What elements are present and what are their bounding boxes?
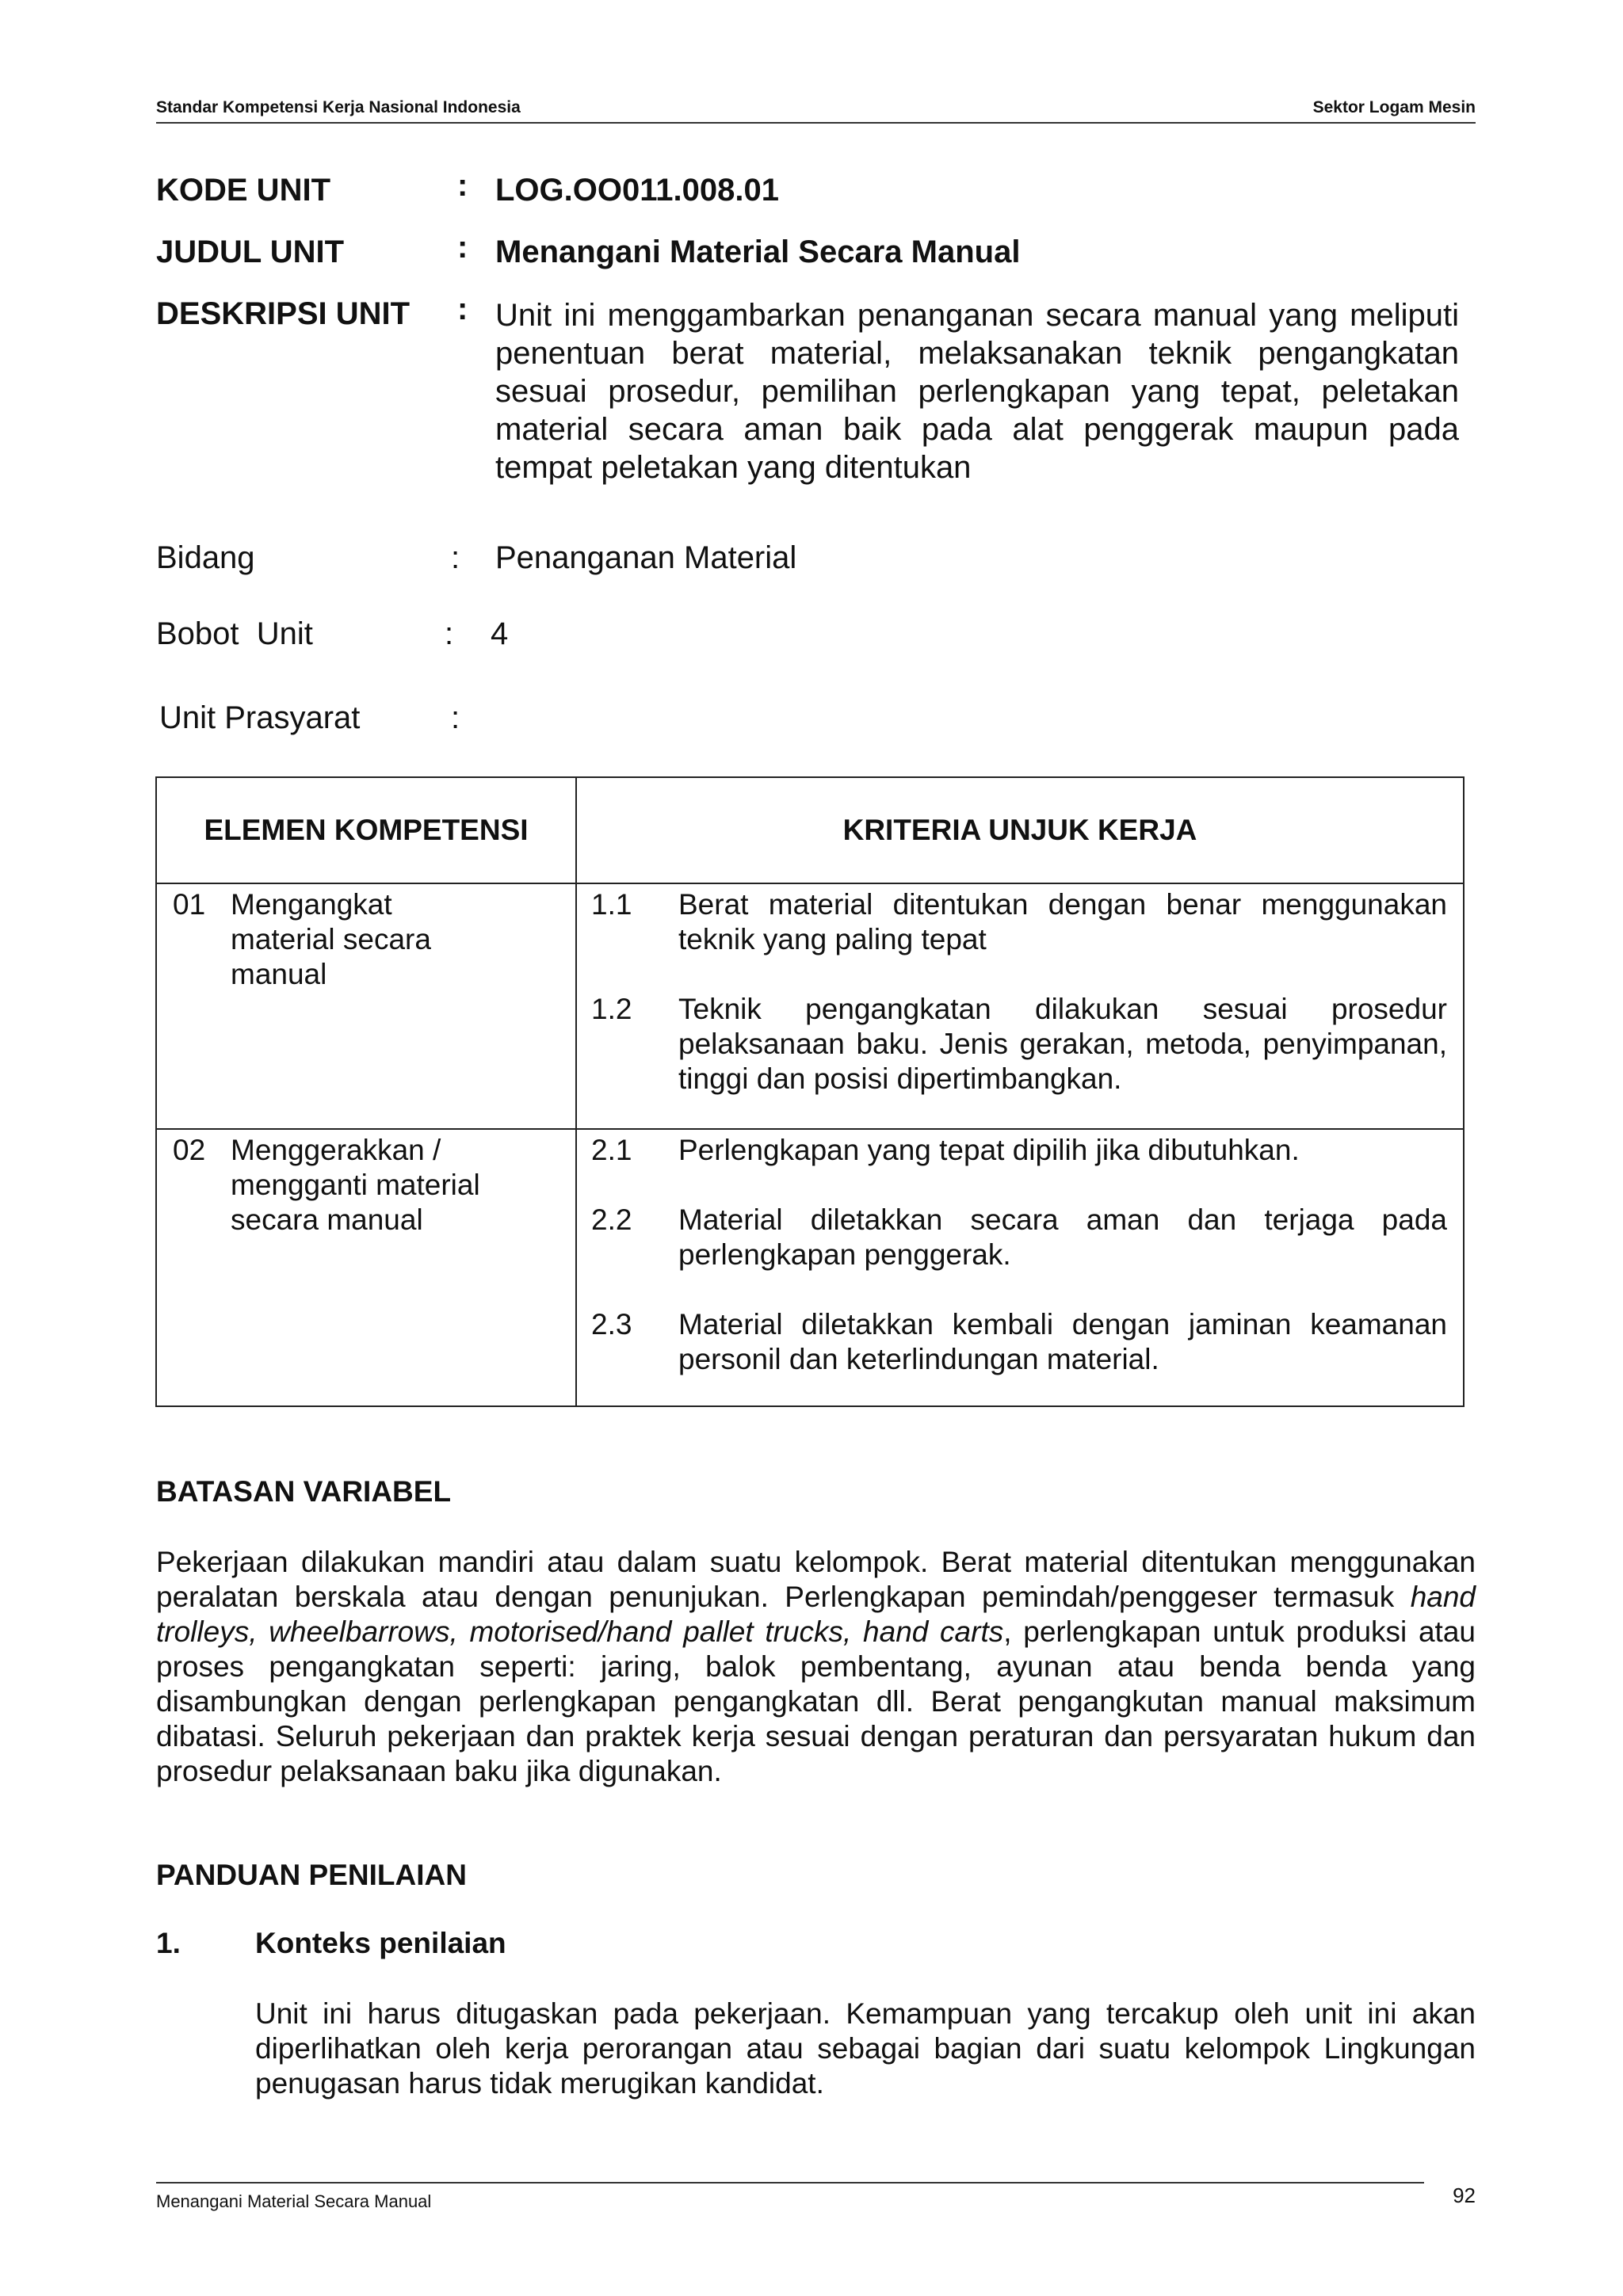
header-elemen-kompetensi: ELEMEN KOMPETENSI [156,777,576,883]
kode-unit-label: KODE UNIT [156,173,330,208]
table-row [156,1129,1464,1406]
panduan-penilaian-title: PANDUAN PENILAIAN [156,1859,467,1891]
footer-title: Menangani Material Secara Manual [156,2191,432,2211]
kriteria-item [577,1307,1463,1377]
bobot-unit-label: Bobot Unit [156,616,313,651]
deskripsi-unit-label: DESKRIPSI UNIT [156,296,411,331]
elemen-text: Menggerakkan / mengganti material secara manual [231,1134,480,1236]
kriteria-item [577,1133,1463,1168]
kode-unit-colon: : [457,168,468,203]
judul-unit-colon: : [457,230,468,265]
kriteria-item [577,887,1463,957]
konteks-paragraph: Unit ini harus ditugaskan pada pekerjaan. Kemampuan yang tercakup oleh unit ini akan diperlihatkan oleh kerja perorangan atau sebagai bagian dari suatu kelompok Lingkungan penugasan harus tidak merugikan kandidat. [255,1997,1476,2100]
elemen-cell [156,1129,576,1406]
elemen-item [157,1130,575,1238]
kriteria-text: Material diletakkan secara aman dan terjaga pada perlengkapan penggerak. [678,1203,1447,1271]
bidang-value: Penanganan Material [495,540,797,575]
deskripsi-unit-colon: : [457,292,468,326]
kriteria-number: 1.1 [591,888,632,921]
judul-unit-value: Menangani Material Secara Manual [495,235,1021,269]
batasan-variabel-title: BATASAN VARIABEL [156,1475,452,1508]
judul-unit-label: JUDUL UNIT [156,235,345,269]
elemen-number: 01 [173,888,206,921]
kriteria-text: Teknik pengangkatan dilakukan sesuai prosedur pelaksanaan baku. Jenis gerakan, metoda, penyimpanan, tinggi dan posisi dipertimbangkan. [678,993,1447,1095]
kriteria-item [577,992,1463,1097]
table-header-row [156,777,1464,883]
kode-unit-value: LOG.OO011.008.01 [495,173,779,208]
kriteria-number: 2.1 [591,1134,632,1166]
batasan-text-1: Pekerjaan dilakukan mandiri atau dalam suatu kelompok. Berat material ditentukan menggunakan peralatan berskala atau dengan penunjukan. Perlengkapan pemindah/penggeser termasuk [156,1546,1476,1613]
footer-rule [156,2182,1424,2183]
konteks-title: Konteks penilaian [255,1927,506,1959]
konteks-number: 1. [156,1927,181,1959]
elemen-text: Mengangkat material secara manual [231,888,431,990]
kriteria-cell [576,883,1464,1129]
batasan-text-italic: hand trolleys, wheelbarrows, motorised/hand pallet trucks, hand carts [156,1581,1476,1648]
unit-prasyarat-label: Unit Prasyarat [159,700,361,735]
kriteria-text: Material diletakkan kembali dengan jaminan keamanan personil dan keterlindungan material. [678,1308,1447,1375]
header-left: Standar Kompetensi Kerja Nasional Indonesia [156,98,521,116]
competency-table [155,776,1465,1407]
elemen-cell [156,883,576,1129]
kriteria-number: 1.2 [591,993,632,1025]
page-number: 92 [1453,2183,1476,2207]
header-rule [156,122,1476,124]
kriteria-text: Perlengkapan yang tepat dipilih jika dibutuhkan. [678,1134,1300,1166]
batasan-variabel-paragraph [156,1545,1476,1789]
batasan-text-2: , perlengkapan untuk produksi atau proses pengangkatan seperti: jaring, balok pembentang, ayunan atau benda benda yang disambungkan dengan perlengkapan pengangkatan dll. Berat pengangkutan manual maksimum dibatasi. Seluruh pekerjaan dan praktek kerja sesuai dengan peraturan dan persyaratan hukum dan prosedur pelaksanaan baku jika digunakan. [156,1615,1476,1787]
kriteria-text: Berat material ditentukan dengan benar menggunakan teknik yang paling tepat [678,888,1447,955]
unit-prasyarat-colon: : [451,700,460,735]
deskripsi-unit-value: Unit ini menggambarkan penanganan secara manual yang meliputi penentuan berat material, melaksanakan teknik pengangkatan sesuai prosedur, pemilihan perlengkapan yang tepat, peletakan material secara aman baik pada alat penggerak maupun pada tempat peletakan yang ditentukan [495,298,1459,485]
bidang-colon: : [451,540,460,575]
bobot-unit-colon: : [445,616,454,651]
header-kriteria-unjuk-kerja: KRITERIA UNJUK KERJA [576,777,1464,883]
elemen-number: 02 [173,1134,206,1166]
kriteria-item [577,1203,1463,1272]
bobot-unit-value: 4 [491,616,509,651]
kriteria-cell [576,1129,1464,1406]
header-right: Sektor Logam Mesin [1312,98,1476,116]
bidang-label: Bidang [156,540,255,575]
table-row [156,883,1464,1129]
elemen-item [157,884,575,992]
kriteria-number: 2.3 [591,1308,632,1341]
kriteria-number: 2.2 [591,1203,632,1236]
